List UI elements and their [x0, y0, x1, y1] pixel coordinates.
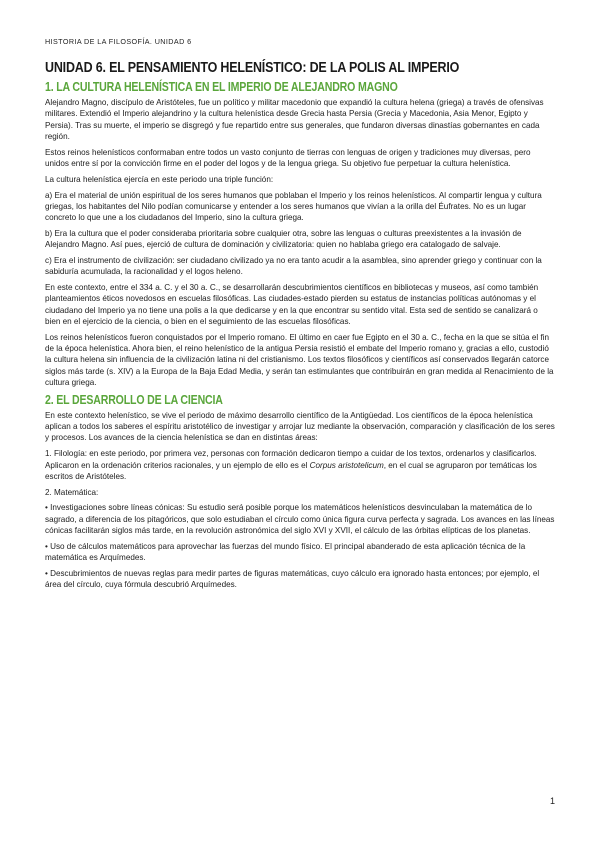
- italic-title: Corpus aristotelicum: [309, 460, 384, 470]
- paragraph: c) Era el instrumento de civilización: ser ciudadano civilizado ya no era tanto acudir a la asamblea, sino aprender griego y continuar con la sabiduría acumulada, la racionalidad y el logos heleno.: [45, 256, 542, 277]
- bullet-item: • Descubrimientos de nuevas reglas para medir partes de figuras matemáticas, cuyo cálculo era ignorado hasta entonces; por ejemplo, el área del círculo, cuya fórmula descubrió Arquímedes.: [45, 568, 540, 590]
- bullet-item: • Investigaciones sobre líneas cónicas: Su estudio será posible porque los matemáticos helenísticos desvinculaban la matemática de lo sagrado, a diferencia de los pitagóricos, que solo estudiaban el círculo como única figura curva perfecta y sagrada. Los avances en las líneas cónicas facilitarán siglos más tarde, en la revolución astronómica del siglo XVI y XVII, el cálculo de las órbitas elípticas de los planetas.: [45, 503, 555, 535]
- running-header: HISTORIA DE LA FILOSOFÍA. UNIDAD 6: [45, 37, 192, 46]
- section-heading-2: 2. EL DESARROLLO DE LA CIENCIA: [45, 392, 223, 407]
- paragraph-filologia: [45, 448, 555, 482]
- section-heading-1: 1. LA CULTURA HELENÍSTICA EN EL IMPERIO DE ALEJANDRO MAGNO: [45, 80, 398, 94]
- paragraph: 2. Matemática:: [45, 487, 99, 497]
- paragraph: La cultura helenística ejercía en este periodo una triple función:: [45, 174, 274, 184]
- bullet-item: • Uso de cálculos matemáticos para aprovechar las fuerzas del mundo físico. El principal abanderado de esta aplicación técnica de la matemática es Arquímedes.: [45, 541, 526, 563]
- paragraph: a) Era el material de unión espiritual de los seres humanos que poblaban el Imperio y los reinos helenísticos. Al compartir lengua y cultura griegas, los habitantes del Nilo podían comunicarse y entender a los seres humanos que vivían a la orilla del Éufrates. No es un lugar concreto lo que une a los ciudadanos del Imperio, sino la cultura griega.: [45, 190, 542, 223]
- paragraph: b) Era la cultura que el poder consideraba prioritaria sobre cualquier otra, sobre las lenguas o culturas preexistentes a la invasión de Alejandro Magno. Así pues, ejerció de cultura de dominación y civilizatoria: quien no hablaba griego era catalogado de salvaje.: [45, 228, 522, 250]
- paragraph: En este contexto helenístico, se vive el periodo de máximo desarrollo científico de la Antigüedad. Los científicos de la época helenística aplican a todos los saberes el espíritu aristotélico de investigar y arrojar luz mediante la observación, comparación y clasificación de los seres y procesos. Los avances de la ciencia helenística se dan en distintas áreas:: [45, 410, 555, 443]
- paragraph: Estos reinos helenísticos conformaban entre todos un vasto conjunto de tierras con lenguas de origen y tradiciones muy diversas, pero unidos entre sí por la convicción firme en el poder del logos y de la lengua griega. Su objetivo fue perpetuar la cultura helenística.: [45, 147, 531, 168]
- paragraph: Alejandro Magno, discípulo de Aristóteles, fue un político y militar macedonio que expandió la cultura helena (griega) a través de ofensivas militares. Extendió el Imperio alejandrino y la cultura helenística desde Grecia hasta Persia (Grecia y Macedonia, Asia Menor, Egipto y Persia). Tras su muerte, el imperio se disgregó y fue repartido entre sus generales, que fundaron diversas dinastías gobernantes en cada región.: [45, 98, 544, 141]
- text-run: 1. Filología: en este periodo, por primera vez, personas con formación dedicaron tiempo a cuidar de los textos, ordenarlos y clasificarlos. Aplicaron en la ordenación criterios racionales, y un ejemplo de ello es el: [45, 449, 537, 470]
- text-run: , en el cual se agruparon por temáticas los escritos de Aristóteles.: [45, 460, 537, 481]
- page-number: 1: [549, 796, 555, 806]
- paragraph: Los reinos helenísticos fueron conquistados por el Imperio romano. El último en caer fue Egipto en el 30 a. C., fecha en la que se sitúa el fin de la época helenística. Ahora bien, el reino helenístico de la antigua Persia resistió el embate del Imperio romano y, gracias a ello, custodió la cultura helena sin influencia de la civilización latina ni del cristianismo. Los textos filosóficos y científicos así conservados llegarán catorce siglos más tarde (s. XIV) a la Europa de la Baja Edad Media, y serán tan estimulantes que contribuirán en gran medida al Renacimiento de la cultura griega.: [45, 332, 554, 388]
- paragraph: En este contexto, entre el 334 a. C. y el 30 a. C., se desarrollarán descubrimientos científicos en bibliotecas y museos, así como también planteamientos éticos novedosos en escuelas filosóficas. Las ciudades-estado pierden su estatus de instancias políticas autónomas y el ciudadano del Imperio ya no tiene una polis a la que dedicarse y en la que encontrar su sentido vital. Esta sed de sentido se canalizará o bien en el ejercicio de la ciencia, o bien en el seguimiento de las escuelas filosóficas.: [45, 283, 539, 327]
- document-title: UNIDAD 6. EL PENSAMIENTO HELENÍSTICO: DE LA POLIS AL IMPERIO: [45, 60, 460, 76]
